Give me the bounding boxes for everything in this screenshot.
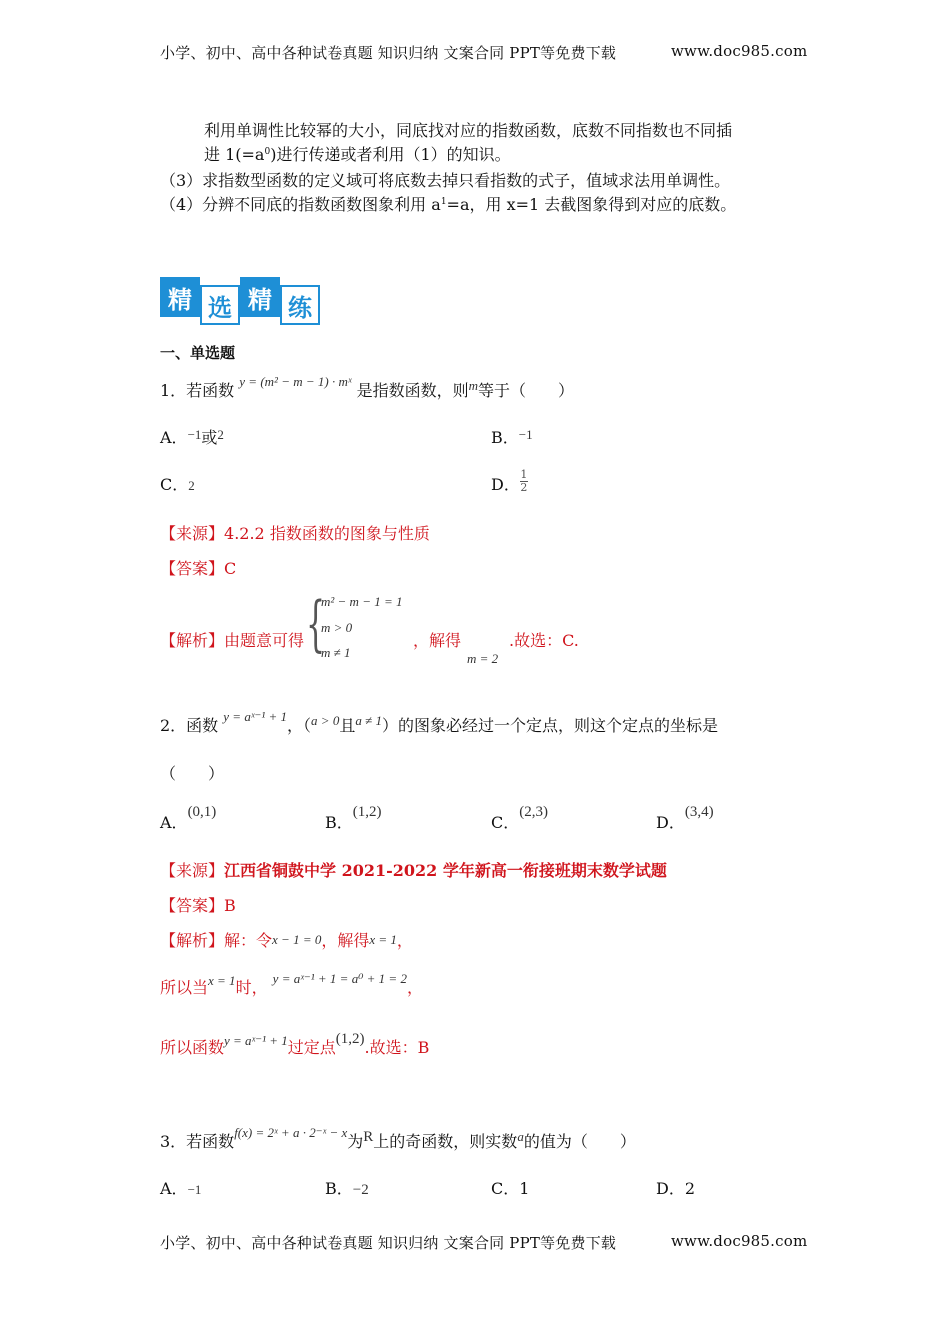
q1-system-line-1: m² − m − 1 = 1 xyxy=(321,594,403,609)
question-1 xyxy=(160,374,575,401)
q2-line3-m2: (1,2) xyxy=(335,1031,365,1047)
q3-option-a-label: A． xyxy=(160,1179,188,1198)
q1-analysis-c: .故选：C. xyxy=(509,631,579,650)
q2-line2-b: 时， xyxy=(235,978,268,997)
banner-char-1: 精 xyxy=(160,277,200,317)
q2-paren: （ ） xyxy=(160,764,225,783)
q2-option-a-label: A． xyxy=(160,813,188,832)
q1-option-c-label: C． xyxy=(160,475,189,494)
intro-line-1: 利用单调性比较幂的大小，同底找对应的指数函数，底数不同指数也不同插 xyxy=(204,121,733,140)
q2-option-b-label: B． xyxy=(325,813,353,832)
intro-line-2-a: 进 1(=a xyxy=(204,145,265,164)
q3-option-d-math: 2 xyxy=(684,1179,696,1198)
intro-line-3: （3）求指数型函数的定义域可将底数去掉只看指数的式子，值域求法用单调性。 xyxy=(160,171,731,190)
q1-analysis xyxy=(160,628,304,651)
q3-mid2: 上的奇函数，则实数 xyxy=(373,1132,518,1151)
q2-line3-c: .故选：B xyxy=(364,1038,430,1057)
intro-line-2 xyxy=(204,142,511,165)
q3-mid: 为 xyxy=(347,1132,364,1151)
q1-option-d-den: 2 xyxy=(520,481,528,494)
q2-sep: ，（ xyxy=(287,716,312,735)
q1-system-line-3: m ≠ 1 xyxy=(321,645,351,660)
q2-line3-m1: y = aˣ⁻¹ + 1 xyxy=(224,1033,288,1048)
q1-option-b[interactable] xyxy=(491,425,533,448)
q1-option-d-label: D． xyxy=(491,475,520,494)
q3-option-d[interactable] xyxy=(656,1176,695,1199)
q2-prefix: 2．函数 xyxy=(160,716,219,735)
q3-formula: f(x) = 2ˣ + a · 2⁻ˣ − x xyxy=(234,1125,348,1140)
intro-line-4-a: （4）分辨不同底的指数函数图象利用 a xyxy=(160,195,441,214)
q1-answer-tag: 【答案】 xyxy=(160,559,225,578)
q2-source-text: 江西省铜鼓中学 2021-2022 学年新高一衔接班期末数学试题 xyxy=(224,861,667,880)
q3-option-b[interactable] xyxy=(325,1176,369,1199)
q2-option-a-math: (0,1) xyxy=(187,804,217,820)
section-banner xyxy=(160,277,320,323)
intro-line-4 xyxy=(160,192,736,215)
q3-set: R xyxy=(363,1129,374,1145)
q2-answer-value: B xyxy=(224,896,236,915)
q1-mid: 是指数函数，则 xyxy=(356,381,469,400)
q2-line3-a: 所以函数 xyxy=(160,1038,225,1057)
intro-line-4-sup: 1 xyxy=(440,197,447,207)
q2-analysis-tag: 【解析】 xyxy=(160,931,225,950)
q2-option-a[interactable] xyxy=(160,804,217,833)
q1-source-tag: 【来源】 xyxy=(160,524,225,543)
q1-analysis-b: ，解得 xyxy=(413,631,462,650)
q2-and: 且 xyxy=(339,716,356,735)
page-footer-url[interactable]: www.doc985.com xyxy=(671,1232,808,1250)
q2-line1-m2: x = 1 xyxy=(369,932,397,947)
q1-analysis-tag: 【解析】 xyxy=(160,631,225,650)
q2-option-d-math: (3,4) xyxy=(684,804,714,820)
q1-option-d-fraction xyxy=(520,469,528,494)
question-2 xyxy=(160,709,718,736)
q2-line2-m1: x = 1 xyxy=(208,973,236,988)
q3-prefix: 3．若函数 xyxy=(160,1132,235,1151)
q1-option-c-math: 2 xyxy=(188,478,195,493)
page-header-text: 小学、初中、高中各种试卷真题 知识归纳 文案合同 PPT等免费下载 xyxy=(160,44,617,62)
page-footer-text: 小学、初中、高中各种试卷真题 知识归纳 文案合同 PPT等免费下载 xyxy=(160,1234,617,1252)
q1-system-line-2: m > 0 xyxy=(321,620,353,635)
q2-option-c[interactable] xyxy=(491,804,548,833)
q2-line1-a: 解：令 xyxy=(224,931,273,950)
banner-char-2: 选 xyxy=(200,285,240,325)
q2-line1-m1: x − 1 = 0 xyxy=(272,932,322,947)
q2-line1-c: ， xyxy=(396,931,413,950)
q2-analysis-line-3 xyxy=(160,1031,430,1058)
q1-option-d-num: 1 xyxy=(520,468,528,481)
q1-answer-value: C xyxy=(224,559,237,578)
q1-option-b-label: B． xyxy=(491,428,519,447)
q1-source-text: 4.2.2 指数函数的图象与性质 xyxy=(224,524,430,543)
q3-suffix: 的值为（ ） xyxy=(523,1132,636,1151)
q1-option-a[interactable] xyxy=(160,425,224,448)
q1-analysis-a: 由题意可得 xyxy=(224,631,305,650)
q1-prefix: 1．若函数 xyxy=(160,381,235,400)
q2-line2-c: ， xyxy=(406,978,423,997)
q1-option-a-text: 或 xyxy=(201,428,218,447)
q2-line2-a: 所以当 xyxy=(160,978,209,997)
intro-line-4-b: =a，用 x=1 去截图象得到对应的底数。 xyxy=(446,195,737,214)
q3-option-b-math: −2 xyxy=(352,1182,369,1198)
q3-option-c-label: C． xyxy=(491,1179,520,1198)
q2-line2-m2: y = aˣ⁻¹ + 1 = a⁰ + 1 = 2 xyxy=(272,971,407,986)
q2-option-d[interactable] xyxy=(656,804,714,833)
q3-option-a-math: −1 xyxy=(187,1182,202,1197)
question-3 xyxy=(160,1125,636,1152)
q2-answer-tag: 【答案】 xyxy=(160,896,225,915)
q2-line3-b: 过定点 xyxy=(287,1038,336,1057)
q2-source-tag: 【来源】 xyxy=(160,861,225,880)
q3-option-d-label: D． xyxy=(656,1179,685,1198)
q1-option-a-label: A． xyxy=(160,428,188,447)
q2-analysis-line-1 xyxy=(160,928,413,951)
q2-cond-1: a > 0 xyxy=(311,713,340,728)
q3-var: a xyxy=(517,1129,524,1144)
q2-suffix: ）的图象必经过一个定点，则这个定点的坐标是 xyxy=(381,716,718,735)
q1-formula: y = (m² − m − 1) · mˣ xyxy=(239,374,352,389)
q2-line1-b: ，解得 xyxy=(321,931,370,950)
q2-formula: y = aˣ⁻¹ + 1 xyxy=(223,709,288,724)
q1-suffix: 等于（ ） xyxy=(478,381,575,400)
q2-option-d-label: D． xyxy=(656,813,685,832)
q1-option-c[interactable] xyxy=(160,472,195,495)
q2-answer xyxy=(160,893,236,916)
banner-char-4: 练 xyxy=(280,285,320,325)
q2-source xyxy=(160,858,667,881)
intro-line-2-b: )进行传递或者利用（1）的知识。 xyxy=(270,145,511,164)
q2-option-b[interactable] xyxy=(325,804,382,833)
banner-char-3: 精 xyxy=(240,277,280,317)
q1-option-d[interactable] xyxy=(491,468,528,506)
q1-var: m xyxy=(468,378,479,393)
q1-result: m = 2 xyxy=(467,651,499,666)
q3-option-c[interactable] xyxy=(491,1176,529,1199)
q1-answer xyxy=(160,556,236,579)
q1-option-a-math: −1 xyxy=(187,427,202,442)
q1-option-a-math2: 2 xyxy=(217,427,224,442)
q2-option-c-label: C． xyxy=(491,813,520,832)
q3-option-c-math: 1 xyxy=(519,1179,530,1198)
q2-cond-2: a ≠ 1 xyxy=(355,713,382,728)
q2-option-b-math: (1,2) xyxy=(352,804,382,820)
q2-option-c-math: (2,3) xyxy=(519,804,548,820)
q3-option-b-label: B． xyxy=(325,1179,353,1198)
intro-line-2-sup: 0 xyxy=(264,147,271,157)
q2-analysis-line-2 xyxy=(160,971,423,998)
q3-option-a[interactable] xyxy=(160,1176,201,1199)
q1-source xyxy=(160,521,430,544)
q1-system-brace: { xyxy=(306,589,326,659)
section-title: 一、单选题 xyxy=(160,344,236,362)
q1-option-b-math: −1 xyxy=(518,427,533,442)
page-header-url[interactable]: www.doc985.com xyxy=(671,42,808,60)
